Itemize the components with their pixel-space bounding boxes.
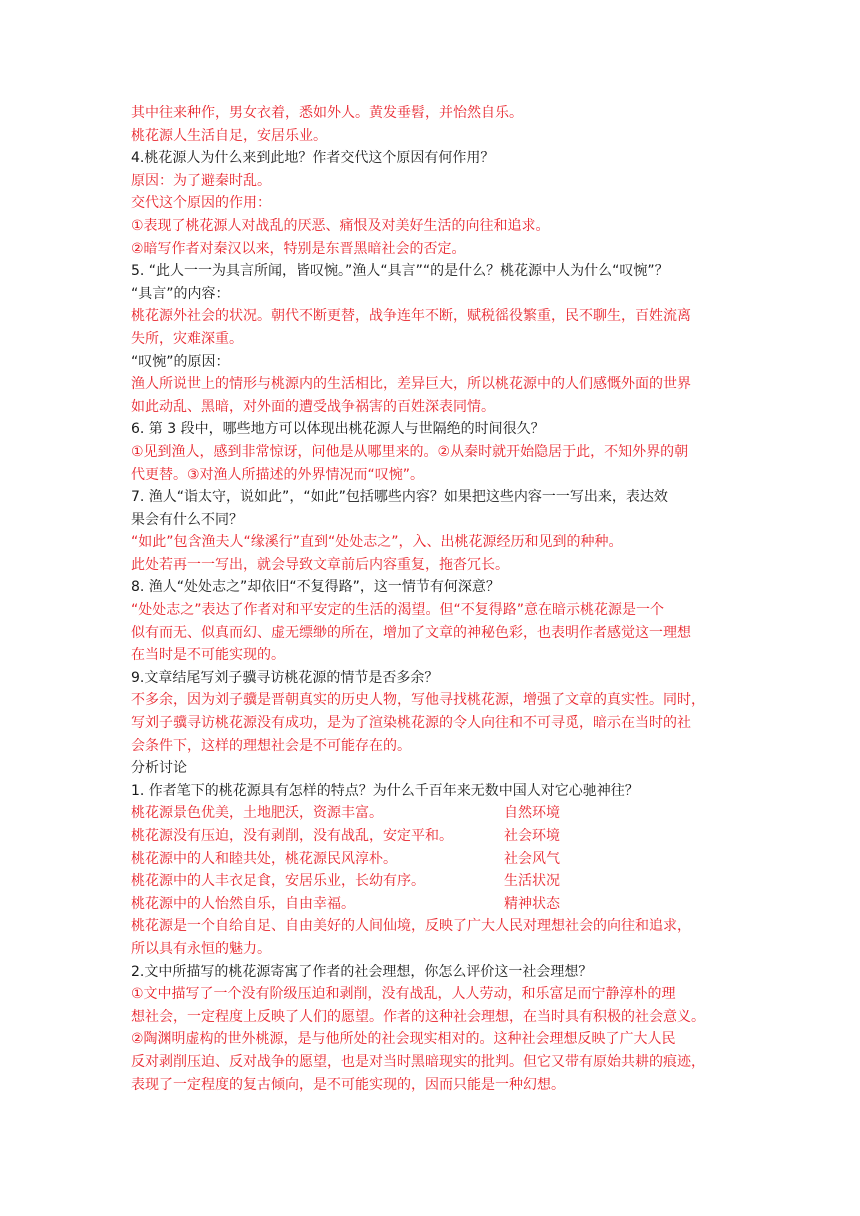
question-text-line: 2.文中所描写的桃花源寄寓了作者的社会理想，你怎么评价这一社会理想？: [131, 963, 593, 980]
question-text-line: 5. “此人一一为具言所闻，皆叹惋。”渔人“具言”“的是什么？桃花源中人为什么“叹惋”？: [131, 263, 669, 280]
question-text-line: 8. 渔人“处处志之”却依旧“不复得路”，这一情节有何深意？: [131, 579, 500, 596]
answer-text-line: 桃花源是一个自给自足、自由美好的人间仙境，反映了广大人民对理想社会的向往和追求，: [131, 918, 691, 935]
question-text-line: 1. 作者笔下的桃花源具有怎样的特点？为什么千百年来无数中国人对它心驰神往？: [131, 782, 639, 799]
feature-row: [131, 848, 761, 871]
feature-row: [131, 825, 761, 848]
feature-row: [131, 802, 761, 825]
answer-text-line: 如此动乱、黑暗，对外面的遭受战争祸害的百姓深表同情。: [131, 398, 495, 415]
answer-text-line: 写刘子骥寻访桃花源没有成功，是为了渲染桃花源的令人向往和不可寻觅，暗示在当时的社: [131, 715, 691, 732]
answer-text-line: 桃花源外社会的状况。朝代不断更替，战争连年不断，赋税徭役繁重，民不聊生，百姓流离: [131, 308, 691, 325]
answer-text-line: 会条件下，这样的理想社会是不可能存在的。: [131, 737, 411, 754]
question-text-line: “叹惋”的原因：: [131, 353, 230, 370]
answer-text-line: “如此”包含渔夫人“缘溪行”直到“处处志之”，入、出桃花源经历和见到的种种。: [131, 534, 623, 551]
question-text-line: 分析讨论: [131, 760, 187, 777]
answer-text-line: 交代这个原因的作用：: [131, 195, 271, 212]
feature-category: 自然环境: [504, 805, 560, 822]
question-text-line: 果会有什么不同？: [131, 511, 243, 528]
answer-text-line: 在当时是不可能实现的。: [131, 647, 285, 664]
answer-text-line: 原因：为了避秦时乱。: [131, 172, 271, 189]
answer-text-line: “处处志之”表达了作者对和平安定的生活的渴望。但“不复得路”意在暗示桃花源是一个: [131, 602, 665, 619]
question-text-line: 9.文章结尾写刘子骥寻访桃花源的情节是否多余？: [131, 669, 439, 686]
answer-text-line: ②陶渊明虚构的世外桃源，是与他所处的社会现实相对的。这种社会理想反映了广大人民: [131, 1031, 676, 1048]
answer-text-line: 代更替。③对渔人所描述的外界情况而“叹惋”。: [131, 466, 425, 483]
answer-text-line: 桃花源人生活自足，安居乐业。: [131, 127, 327, 144]
document-content: [131, 102, 761, 1096]
answer-text-line: 此处若再一一写出，就会导致文章前后内容重复，拖沓冗长。: [131, 556, 509, 573]
feature-description: 桃花源中的人丰衣足食，安居乐业，长幼有序。: [131, 873, 425, 890]
feature-description: 桃花源没有压迫，没有剥削，没有战乱，安定平和。: [131, 828, 453, 844]
question-text-line: 6. 第 3 段中，哪些地方可以体现出桃花源人与世隔绝的时间很久？: [131, 421, 545, 438]
feature-description: 桃花源景色优美，土地肥沃，资源丰富。: [131, 805, 383, 822]
answer-text-line: 所以具有永恒的魅力。: [131, 940, 271, 957]
feature-category: 精神状态: [504, 895, 560, 912]
feature-category: 生活状况: [504, 873, 560, 890]
feature-category: 社会风气: [504, 850, 560, 867]
answer-text-line: 反对剥削压迫、反对战争的愿望，也是对当时黑暗现实的批判。但它又带有原始共耕的痕迹，: [131, 1053, 705, 1070]
answer-text-line: ①见到渔人，感到非常惊讶，问他是从哪里来的。②从秦时就开始隐居于此，不知外界的朝: [131, 443, 689, 460]
answer-block-lower: [131, 915, 761, 1096]
answer-text-line: 想社会，一定程度上反映了人们的愿望。作者的这种社会理想，在当时具有积极的社会意义。: [131, 1008, 705, 1025]
feature-category: 社会环境: [504, 828, 560, 844]
answer-text-line: ①文中描写了一个没有阶级压迫和剥削，没有战乱，人人劳动，和乐富足而宁静淳朴的理: [131, 986, 676, 1003]
question-text-line: 7. 渔人“诣太守，说如此”，“如此”包括哪些内容？如果把这些内容一一写出来，表达效: [131, 489, 668, 506]
answer-text-line: ①表现了桃花源人对战乱的厌恶、痛恨及对美好生活的向往和追求。: [131, 217, 550, 234]
feature-table: [131, 802, 761, 915]
answer-text-line: ②暗写作者对秦汉以来，特别是东晋黑暗社会的否定。: [131, 240, 466, 257]
feature-description: 桃花源中的人和睦共处，桃花源民风淳朴。: [131, 850, 397, 867]
feature-row: [131, 893, 761, 916]
answer-text-line: 失所，灾难深重。: [131, 330, 243, 347]
answer-block-upper: [131, 102, 761, 802]
question-text-line: 4.桃花源人为什么来到此地？作者交代这个原因有何作用？: [131, 150, 495, 167]
answer-text-line: 其中往来种作，男女衣着，悉如外人。黄发垂髫，并怡然自乐。: [131, 105, 523, 121]
answer-text-line: 不多余，因为刘子骥是晋朝真实的历史人物，写他寻找桃花源，增强了文章的真实性。同时，: [131, 692, 705, 709]
answer-text-line: 渔人所说世上的情形与桃源内的生活相比，差异巨大，所以桃花源中的人们感慨外面的世界: [131, 376, 691, 393]
question-text-line: “具言”的内容：: [131, 285, 230, 302]
answer-text-line: 表现了一定程度的复古倾向，是不可能实现的，因而只能是一种幻想。: [131, 1076, 565, 1093]
feature-row: [131, 870, 761, 893]
feature-description: 桃花源中的人怡然自乐，自由幸福。: [131, 895, 355, 912]
answer-text-line: 似有而无、似真而幻、虚无缥缈的所在，增加了文章的神秘色彩，也表明作者感觉这一理想: [131, 624, 691, 641]
